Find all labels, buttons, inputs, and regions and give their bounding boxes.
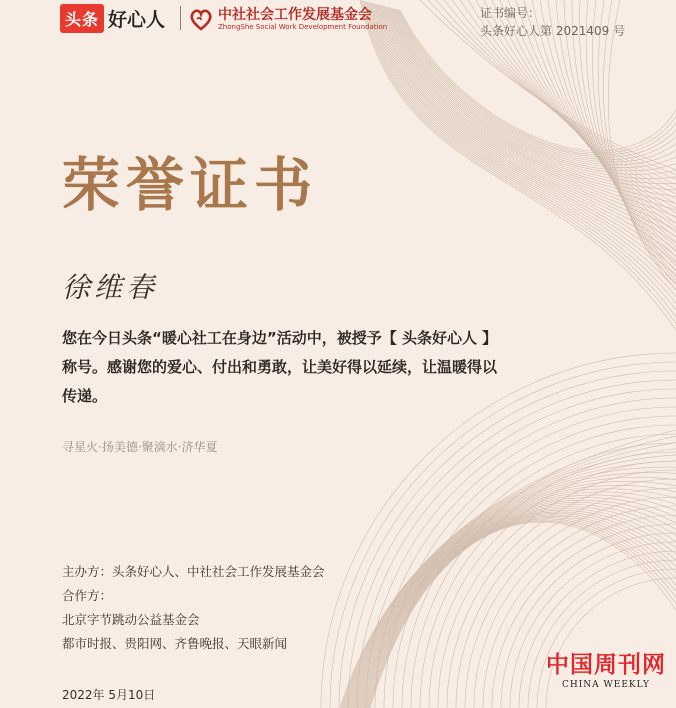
certificate-number-label: 证书编号： xyxy=(480,6,541,20)
issue-date: 2022年 5月10日 xyxy=(62,688,156,702)
body-line-1: 您在今日头条“暖心社工在身边”活动中，被授予【 头条好心人 】 xyxy=(62,329,498,347)
body-line-3: 传递。 xyxy=(62,387,108,405)
certificate-number-value: 头条好心人第 2021409 号 xyxy=(480,24,626,38)
partner-1: 北京字节跳动公益基金会 xyxy=(62,612,200,627)
foundation-logo xyxy=(188,3,387,35)
certificate-body xyxy=(62,324,512,411)
watermark-en: CHINA WEEKLY xyxy=(562,680,650,690)
china-weekly-watermark xyxy=(546,652,666,690)
certificate-number xyxy=(480,4,625,40)
body-line-2: 称号。感谢您的爱心、付出和勇敢，让美好得以延续，让温暖得以 xyxy=(62,358,498,376)
watermark-cn: 中国周刊网 xyxy=(546,651,666,678)
foundation-name-en: ZhongShe Social Work Development Foundation xyxy=(218,22,388,31)
partner-label: 合作方： xyxy=(62,588,113,603)
logo-divider xyxy=(180,6,181,30)
heart-icon xyxy=(188,6,214,32)
foundation-name-cn: 中社社会工作发展基金会 xyxy=(218,6,372,23)
logo-toutiao-label: 头条 xyxy=(60,4,104,33)
host-organizers: 主办方：头条好心人、中社社会工作发展基金会 xyxy=(62,564,325,579)
logo-haoxinren-label: 好心人 xyxy=(108,8,166,31)
organizers xyxy=(62,560,325,656)
motto: 寻星火·扬美德·聚滴水·济华夏 xyxy=(62,440,218,454)
certificate-title: 荣誉证书 xyxy=(62,151,319,219)
recipient-signature: 徐维春 xyxy=(62,271,159,304)
partner-2: 都市时报、贵阳网、齐鲁晚报、天眼新闻 xyxy=(62,636,288,651)
toutiao-haoxinren-logo xyxy=(60,4,165,32)
